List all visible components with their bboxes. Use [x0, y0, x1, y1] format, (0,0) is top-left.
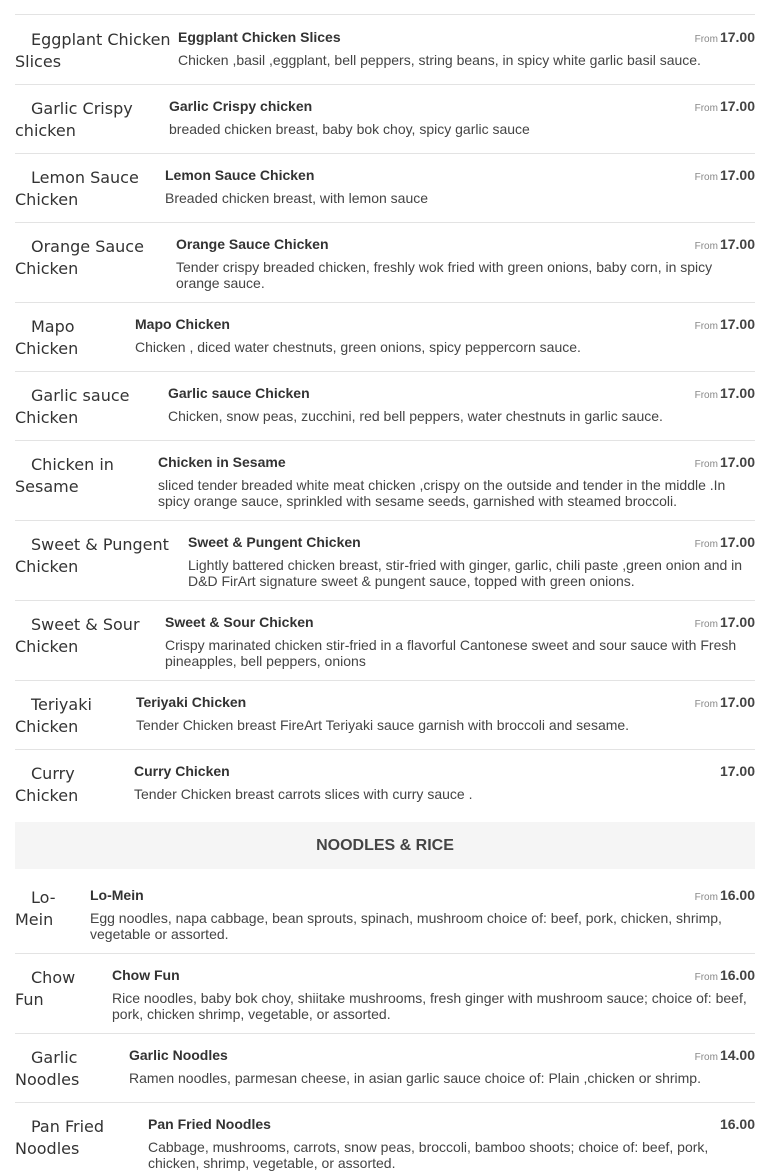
item-description: Chicken , diced water chestnuts, green onions, spicy peppercorn sauce.	[135, 339, 581, 355]
menu-item-sweet-pungent-chicken[interactable]	[15, 520, 755, 601]
dish-image: Curry Chicken	[15, 764, 79, 805]
item-description: Tender crispy breaded chicken, freshly wok fried with green onions, baby corn, in spicy orange sauce.	[176, 259, 713, 291]
item-info	[129, 1047, 755, 1086]
menu-item-garlic-crispy-chicken[interactable]	[15, 84, 755, 154]
dish-image: Lo-Mein	[15, 888, 56, 929]
item-description: sliced tender breaded white meat chicken ,crispy on the outside and tender in the middle .In spicy orange sauce, sprinkled with sesame seeds, garnished with steamed broccoli.	[158, 477, 726, 509]
item-name: Chicken in Sesame	[158, 454, 286, 470]
dish-image: Orange Sauce Chicken	[15, 237, 144, 278]
item-description: Tender Chicken breast FireArt Teriyaki sauce garnish with broccoli and sesame.	[136, 717, 630, 733]
item-price: From 16.00	[694, 887, 755, 903]
dish-image: Chicken in Sesame	[15, 455, 114, 496]
item-info	[168, 385, 755, 424]
dish-image: Mapo Chicken	[15, 317, 79, 358]
item-name: Orange Sauce Chicken	[176, 236, 329, 252]
item-price: From 17.00	[694, 614, 755, 630]
item-info	[158, 454, 755, 509]
item-name: Garlic Noodles	[129, 1047, 228, 1063]
menu-item-mapo-chicken[interactable]	[15, 302, 755, 372]
menu-item-curry-chicken[interactable]	[15, 749, 755, 818]
item-name: Garlic Crispy chicken	[169, 98, 313, 114]
item-info	[135, 316, 755, 355]
menu-item-pan-fried-noodles[interactable]	[15, 1102, 755, 1171]
item-name: Garlic sauce Chicken	[168, 385, 310, 401]
item-price: From 17.00	[694, 316, 755, 332]
item-price: From 17.00	[694, 694, 755, 710]
item-description: Lightly battered chicken breast, stir-fried with ginger, garlic, chili paste ,green onion and in D&D FirArt signature sweet & pungent sauce, topped with green onions.	[188, 557, 743, 589]
item-price: From 17.00	[694, 534, 755, 550]
item-description: Cabbage, mushrooms, carrots, snow peas, broccoli, bamboo shoots; choice of: beef, pork, chicken, shrimp, vegetable, or assorted.	[148, 1139, 709, 1171]
item-info	[148, 1116, 755, 1171]
item-price: From 16.00	[694, 967, 755, 983]
item-description: breaded chicken breast, baby bok choy, spicy garlic sauce	[169, 121, 530, 137]
item-info	[134, 763, 755, 802]
item-name: Mapo Chicken	[135, 316, 230, 332]
item-info	[112, 967, 755, 1022]
item-info	[176, 236, 755, 291]
dish-image: Garlic Crispy chicken	[15, 99, 133, 140]
menu-item-chicken-in-sesame[interactable]	[15, 440, 755, 521]
item-info	[178, 29, 755, 68]
menu-item-eggplant-chicken-slices[interactable]	[15, 15, 755, 85]
dish-image: Chow Fun	[15, 968, 76, 1009]
dish-image: Pan Fried Noodles	[15, 1117, 105, 1158]
item-description: Chicken ,basil ,eggplant, bell peppers, string beans, in spicy white garlic basil sauce.	[178, 52, 701, 68]
dish-image: Sweet & Pungent Chicken	[15, 535, 169, 576]
item-name: Chow Fun	[112, 967, 180, 983]
item-price: From 17.00	[694, 98, 755, 114]
item-price: 17.00	[719, 763, 755, 779]
item-name: Teriyaki Chicken	[136, 694, 247, 710]
dish-image: Garlic sauce Chicken	[15, 386, 130, 427]
item-name: Lo-Mein	[90, 887, 144, 903]
item-info	[90, 887, 755, 942]
item-description: Egg noodles, napa cabbage, bean sprouts, spinach, mushroom choice of: beef, pork, chicken, shrimp, vegetable or assorted.	[90, 910, 722, 942]
dish-image: Teriyaki Chicken	[15, 695, 92, 736]
item-name: Curry Chicken	[134, 763, 230, 779]
menu-item-garlic-sauce-chicken[interactable]	[15, 371, 755, 441]
item-price: From 14.00	[694, 1047, 755, 1063]
item-description: Breaded chicken breast, with lemon sauce	[165, 190, 429, 206]
item-info	[136, 694, 755, 733]
menu-item-lemon-sauce-chicken[interactable]	[15, 153, 755, 223]
item-name: Pan Fried Noodles	[148, 1116, 271, 1132]
menu-item-sweet-sour-chicken[interactable]	[15, 600, 755, 681]
item-name: Eggplant Chicken Slices	[178, 29, 341, 45]
item-info	[165, 614, 755, 669]
item-description: Ramen noodles, parmesan cheese, in asian garlic sauce choice of: Plain ,chicken or shrimp.	[129, 1070, 701, 1086]
item-name: Sweet & Pungent Chicken	[188, 534, 361, 550]
section-heading-noodles-rice: NOODLES & RICE	[15, 822, 755, 869]
item-name: Lemon Sauce Chicken	[165, 167, 315, 183]
item-description: Crispy marinated chicken stir-fried in a flavorful Cantonese sweet and sour sauce with Fresh pineapples, bell peppers, onions	[165, 637, 737, 669]
item-price: From 17.00	[694, 167, 755, 183]
menu-item-orange-sauce-chicken[interactable]	[15, 222, 755, 303]
item-description: Rice noodles, baby bok choy, shiitake mushrooms, fresh ginger with mushroom sauce; choice of: beef, pork, chicken shrimp, vegetable, or assorted.	[112, 990, 747, 1022]
menu-item-garlic-noodles[interactable]	[15, 1033, 755, 1103]
item-info	[169, 98, 755, 137]
item-price: 16.00	[719, 1116, 755, 1132]
menu-item-chow-fun[interactable]	[15, 953, 755, 1034]
item-price: From 17.00	[694, 385, 755, 401]
item-description: Chicken, snow peas, zucchini, red bell peppers, water chestnuts in garlic sauce.	[168, 408, 663, 424]
item-info	[188, 534, 755, 589]
item-description: Tender Chicken breast carrots slices with curry sauce .	[134, 786, 473, 802]
dish-image: Sweet & Sour Chicken	[15, 615, 140, 656]
dish-image: Lemon Sauce Chicken	[15, 168, 139, 209]
item-price: From 17.00	[694, 236, 755, 252]
menu-item-lo-mein[interactable]	[15, 873, 755, 954]
dish-image: Garlic Noodles	[15, 1048, 80, 1089]
dish-image: Eggplant Chicken Slices	[15, 30, 171, 71]
menu-item-teriyaki-chicken[interactable]	[15, 680, 755, 750]
item-name: Sweet & Sour Chicken	[165, 614, 314, 630]
item-price: From 17.00	[694, 454, 755, 470]
item-info	[165, 167, 755, 206]
item-price: From 17.00	[694, 29, 755, 45]
